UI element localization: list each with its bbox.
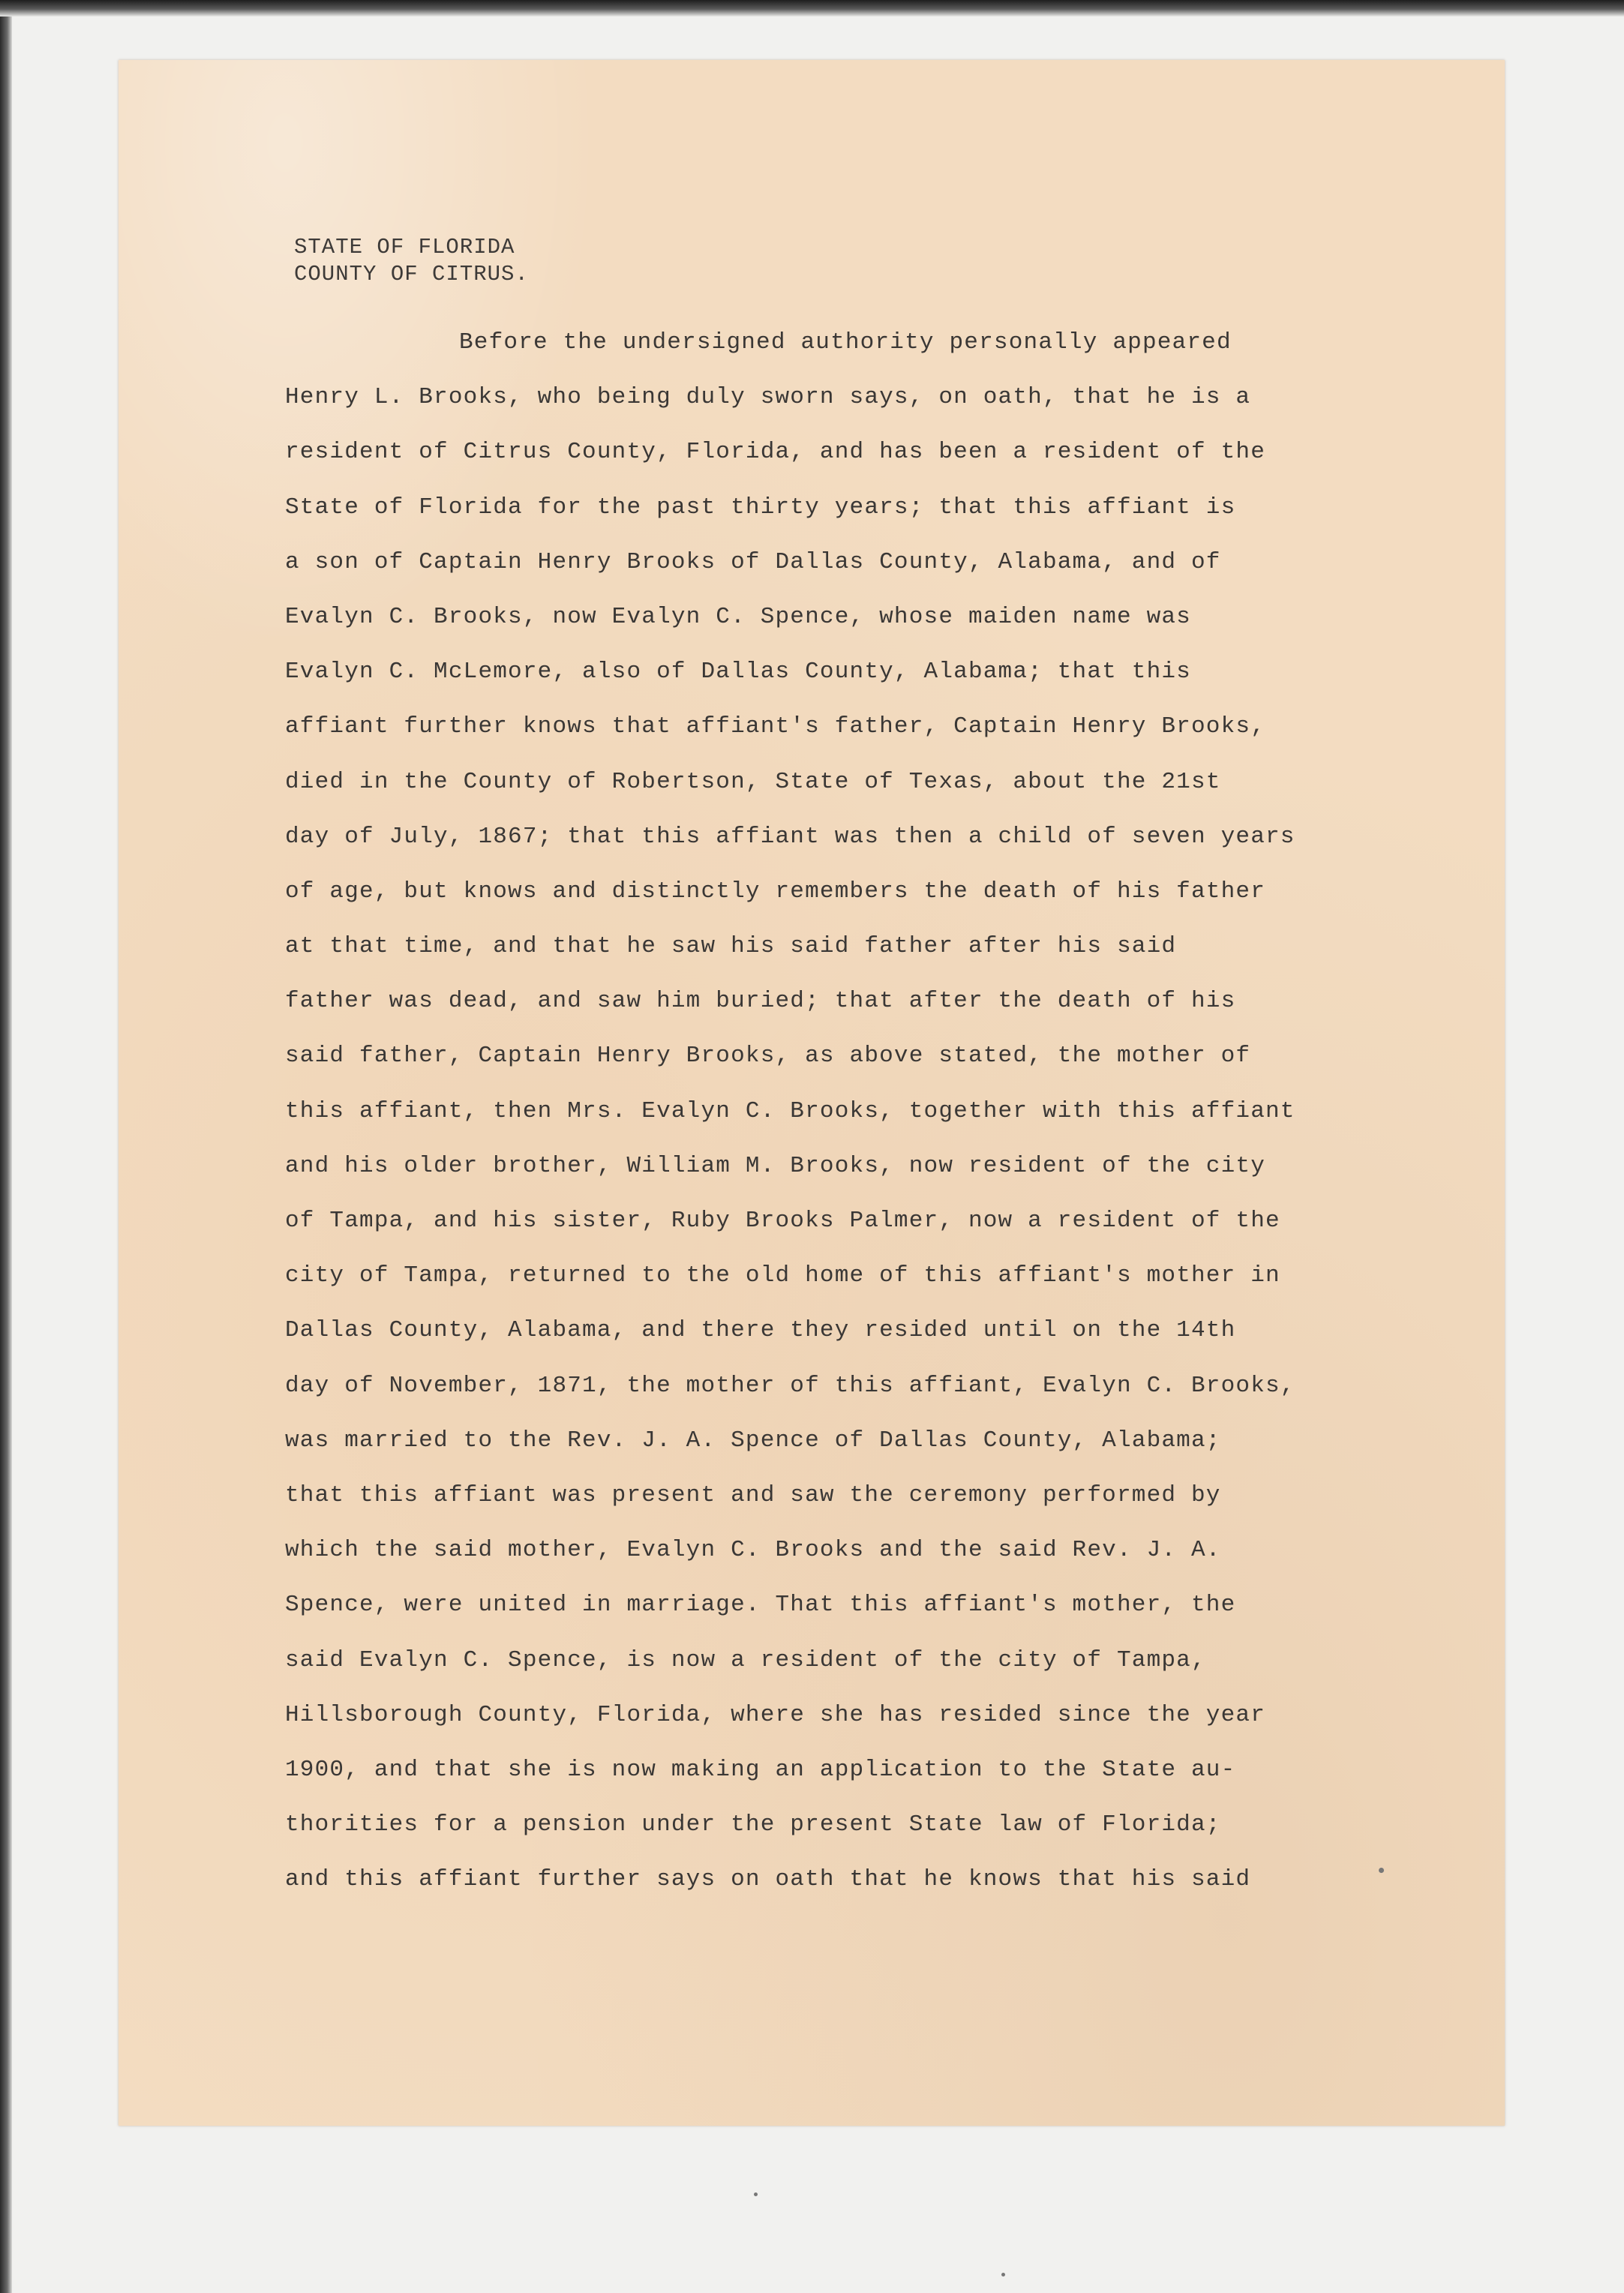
body-line: that this affiant was present and saw the ceremony performed by	[285, 1481, 1221, 1508]
body-line: and this affiant further says on oath that he knows that his said	[285, 1866, 1251, 1893]
body-line: father was dead, and saw him buried; that after the death of his	[285, 988, 1236, 1015]
body-line: city of Tampa, returned to the old home of this affiant's mother in	[285, 1262, 1280, 1289]
body-line: affiant further knows that affiant's father, Captain Henry Brooks,	[285, 713, 1265, 740]
scanner-edge-top	[0, 0, 1624, 17]
body-line: Spence, were united in marriage. That this affiant's mother, the	[285, 1592, 1236, 1619]
body-line: this affiant, then Mrs. Evalyn C. Brooks, together with this affiant	[285, 1097, 1295, 1124]
body-line: of Tampa, and his sister, Ruby Brooks Palmer, now a resident of the	[285, 1208, 1280, 1234]
scan-speck	[1001, 2273, 1005, 2276]
body-line: Dallas County, Alabama, and there they resided until on the 14th	[285, 1317, 1236, 1344]
body-line: Before the undersigned authority personally appeared	[459, 329, 1232, 356]
body-line: day of July, 1867; that this affiant was then a child of seven years	[285, 823, 1295, 850]
body-line: resident of Citrus County, Florida, and has been a resident of the	[285, 439, 1265, 466]
body-line: Evalyn C. Brooks, now Evalyn C. Spence, whose maiden name was	[285, 603, 1191, 630]
header-county: COUNTY OF CITRUS.	[294, 262, 529, 287]
body-line: Hillsborough County, Florida, where she has resided since the year	[285, 1701, 1265, 1728]
body-line: which the said mother, Evalyn C. Brooks and the said Rev. J. A.	[285, 1537, 1221, 1564]
body-line: died in the County of Robertson, State of Texas, about the 21st	[285, 768, 1221, 795]
body-line: a son of Captain Henry Brooks of Dallas County, Alabama, and of	[285, 548, 1221, 575]
pencil-mark	[1379, 1868, 1384, 1873]
body-line: Evalyn C. McLemore, also of Dallas County, Alabama; that this	[285, 659, 1191, 686]
body-line: said father, Captain Henry Brooks, as above stated, the mother of	[285, 1043, 1251, 1070]
document-header	[294, 234, 529, 288]
body-line: was married to the Rev. J. A. Spence of Dallas County, Alabama;	[285, 1427, 1221, 1454]
header-state: STATE OF FLORIDA	[294, 235, 515, 260]
scanner-edge-left	[0, 0, 12, 2293]
body-line: and his older brother, William M. Brooks, now resident of the city	[285, 1152, 1265, 1179]
body-line: day of November, 1871, the mother of this affiant, Evalyn C. Brooks,	[285, 1372, 1295, 1399]
affidavit-body	[285, 315, 1440, 1907]
body-line: said Evalyn C. Spence, is now a resident of the city of Tampa,	[285, 1646, 1206, 1673]
body-line: thorities for a pension under the present State law of Florida;	[285, 1811, 1221, 1838]
body-line: State of Florida for the past thirty years; that this affiant is	[285, 494, 1236, 521]
body-line: Henry L. Brooks, who being duly sworn says, on oath, that he is a	[285, 384, 1251, 411]
body-line: 1900, and that she is now making an application to the State au-	[285, 1756, 1236, 1783]
scan-speck	[754, 2192, 758, 2196]
body-line: at that time, and that he saw his said father after his said	[285, 933, 1177, 960]
body-line: of age, but knows and distinctly remembers the death of his father	[285, 878, 1265, 905]
